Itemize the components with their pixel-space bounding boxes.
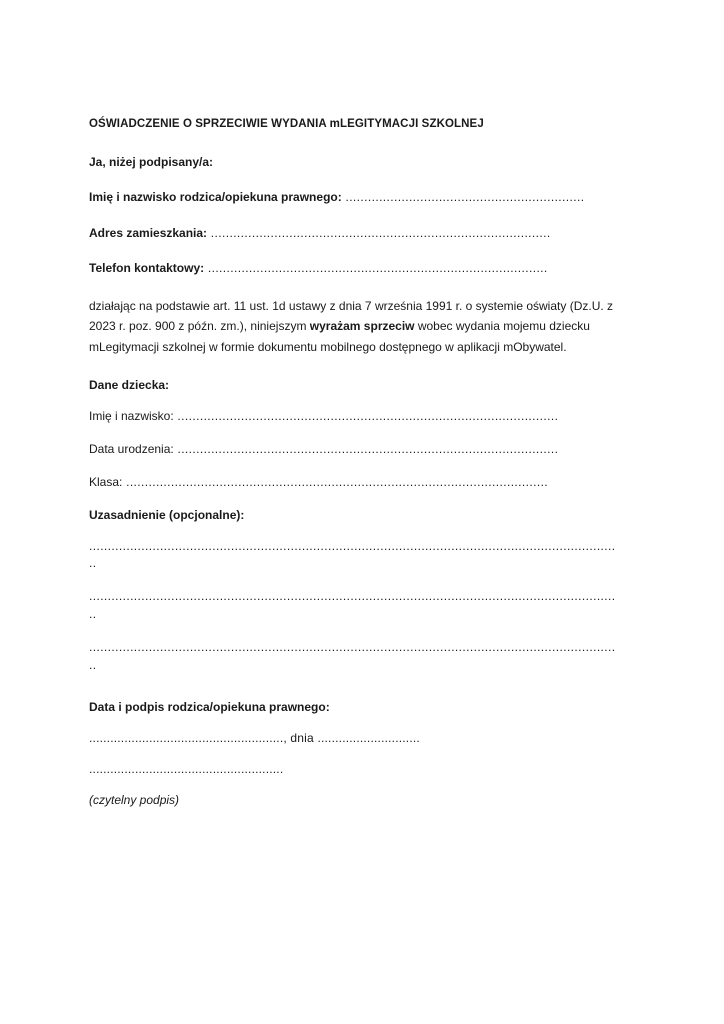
document-body <box>89 116 619 807</box>
field-parent-name <box>89 189 619 206</box>
signature-caption: (czytelny podpis) <box>89 792 180 807</box>
field-parent-address-dots[interactable]: ........................................................................................... <box>207 225 551 240</box>
field-child-name-dots[interactable]: ...................................................................................................... <box>173 408 559 423</box>
field-parent-address <box>89 225 619 242</box>
field-child-birthdate-dots[interactable]: ...................................................................................................... <box>173 441 559 456</box>
reason-blank-line-2[interactable]: ............................................................................................................................................... <box>89 589 616 621</box>
signature-section-title: Data i podpis rodzica/opiekuna prawnego: <box>89 700 330 715</box>
field-parent-phone <box>89 260 619 277</box>
field-child-class <box>89 474 619 491</box>
reason-blank-line-3[interactable]: ............................................................................................................................................... <box>89 640 616 672</box>
field-child-class-label: Klasa: <box>89 475 123 490</box>
declarant-intro: Ja, niżej podpisany/a: <box>89 155 214 170</box>
reason-section-title: Uzasadnienie (opcjonalne): <box>89 507 245 522</box>
field-child-name-label: Imię i nazwisko: <box>89 408 174 423</box>
spacer <box>89 690 619 700</box>
field-child-birthdate <box>89 441 619 458</box>
field-child-name <box>89 408 619 425</box>
legal-basis-paragraph <box>89 296 619 358</box>
legal-basis-emphasis: wyrażam sprzeciw <box>309 319 415 334</box>
reason-blank-line-1[interactable]: ............................................................................................................................................... <box>89 538 616 571</box>
legal-basis-part1: działając na podstawie art. 11 ust. 1d ustawy z dnia 7 września 1991 r. o systemie oświaty (Dz.U. z 2023 r. poz. 900 z późn. zm.), niniejszym <box>89 298 614 334</box>
child-section-title: Dane dziecka: <box>89 377 170 392</box>
signature-name-line[interactable]: ....................................................... <box>89 762 284 777</box>
field-parent-phone-label: Telefon kontaktowy: <box>89 261 205 276</box>
page-title: OŚWIADCZENIE O SPRZECIWIE WYDANIA mLEGITYMACJI SZKOLNEJ <box>89 118 484 130</box>
field-parent-phone-dots[interactable]: ........................................................................................... <box>204 261 548 276</box>
field-child-class-dots[interactable]: ................................................................................................................. <box>122 475 549 490</box>
field-parent-name-dots[interactable]: ................................................................ <box>341 190 585 205</box>
legal-basis-part2: wobec wydania mojemu dziecku mLegitymacji szkolnej w formie dokumentu mobilnego dostępnego w aplikacji mObywatel. <box>89 319 590 354</box>
field-parent-address-label: Adres zamieszkania: <box>89 225 208 240</box>
signature-date-line[interactable]: ......................................................., dnia ............................. <box>89 731 420 746</box>
field-child-birthdate-label: Data urodzenia: <box>89 441 174 456</box>
field-parent-name-label: Imię i nazwisko rodzica/opiekuna prawnego: <box>89 190 342 205</box>
